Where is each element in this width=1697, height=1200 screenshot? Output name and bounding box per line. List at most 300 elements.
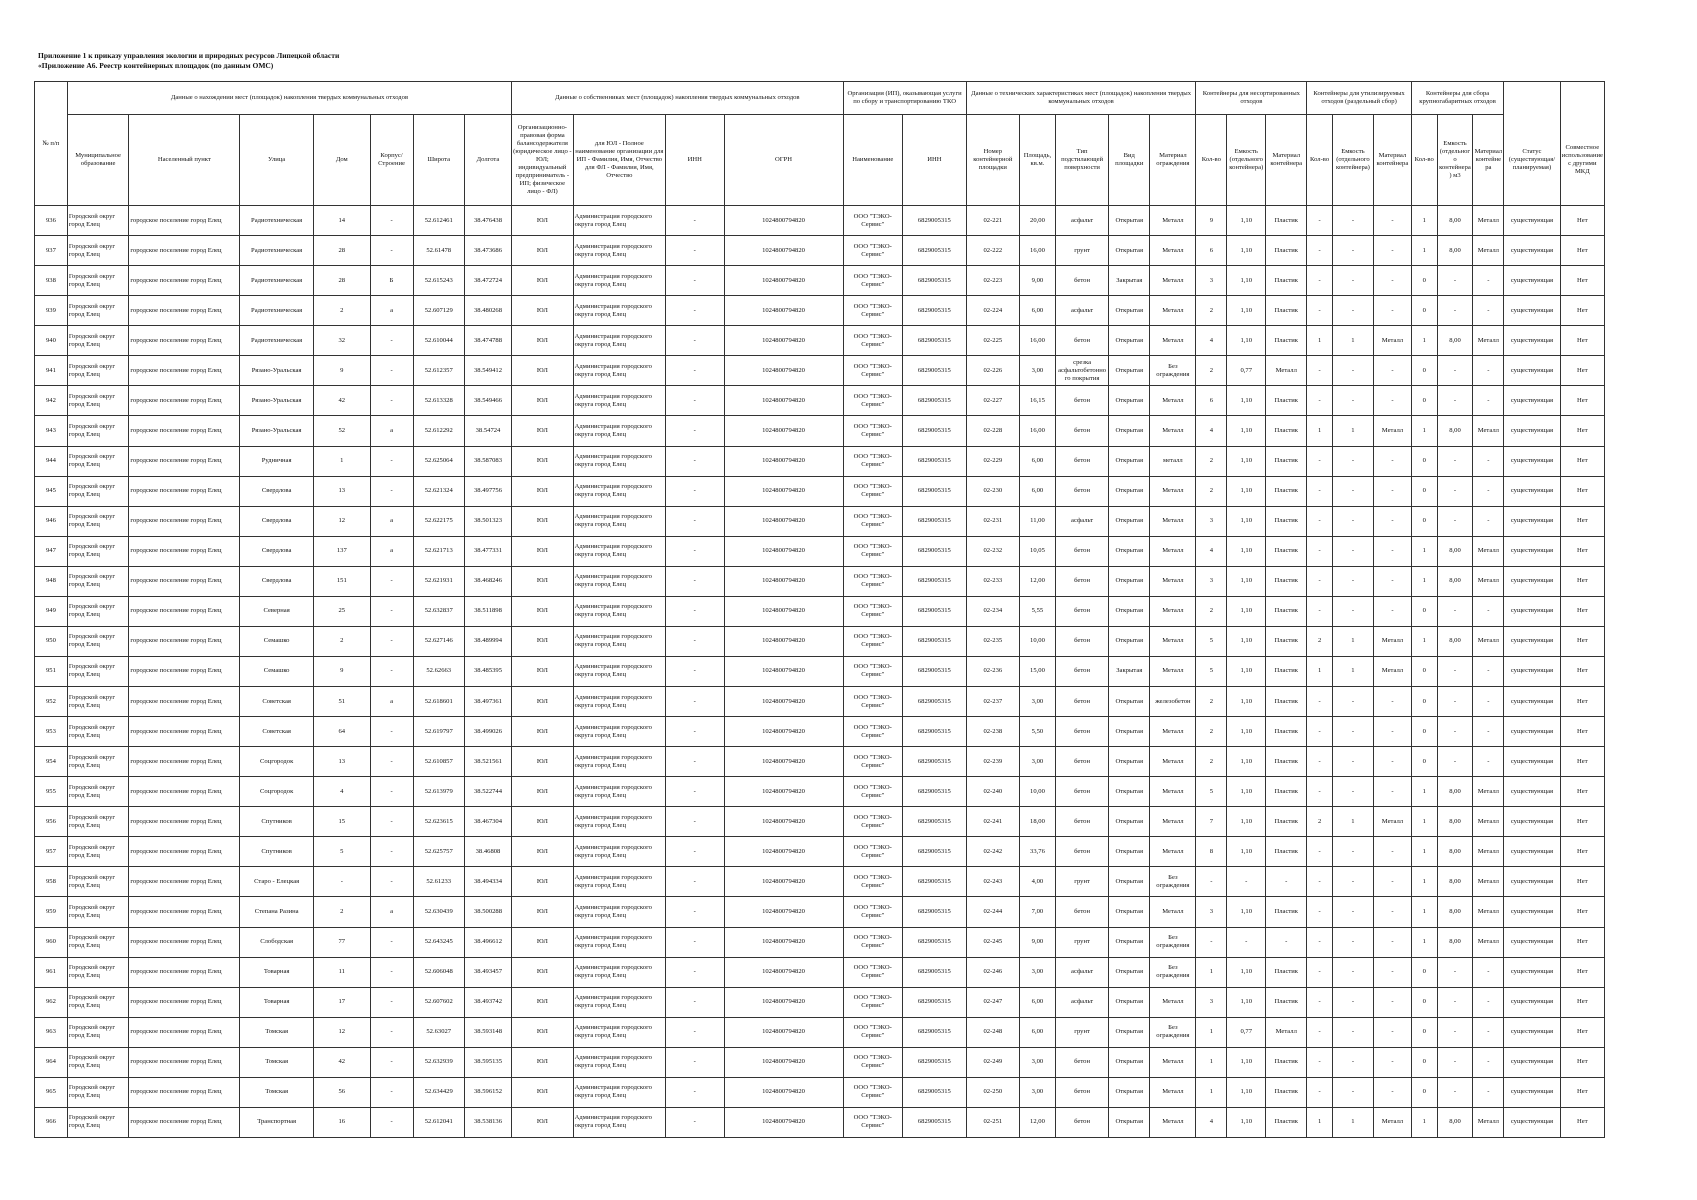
cell-bulky-volume: - (1437, 1077, 1473, 1107)
cell-operator-name: ООО "ТЭКО-Сервис" (843, 1107, 903, 1137)
cell-operator-inn: 6829005315 (903, 596, 967, 626)
cell-legal-form: ЮЛ (512, 596, 574, 626)
header-line-1: Приложение 1 к приказу управления экологии и природных ресурсов Липецкой области (38, 51, 340, 60)
cell-mixed-count: 3 (1196, 897, 1227, 927)
cell-site-type: Открытая (1109, 1107, 1150, 1137)
cell-site-number: 02-225 (966, 326, 1019, 356)
cell-separate-volume: - (1332, 867, 1373, 897)
cell-house: 151 (314, 566, 370, 596)
cell-municipality: Городской округ город Елец (67, 476, 129, 506)
cell-municipality: Городской округ город Елец (67, 807, 129, 837)
cell-surface: асфальт (1055, 206, 1108, 236)
cell-latitude: 52.62663 (413, 656, 464, 686)
cell-site-number: 02-223 (966, 266, 1019, 296)
cell-mixed-material: Пластик (1266, 446, 1307, 476)
cell-street: Слободская (240, 927, 314, 957)
cell-status: существующая (1504, 1017, 1560, 1047)
cell-legal-form: ЮЛ (512, 807, 574, 837)
cell-settlement: городское поселение город Елец (129, 596, 240, 626)
cell-bulky-material: - (1473, 356, 1504, 386)
cell-settlement: городское поселение город Елец (129, 807, 240, 837)
cell-status: существующая (1504, 206, 1560, 236)
cell-fence: Металл (1150, 326, 1196, 356)
cell-separate-volume: 1 (1332, 1107, 1373, 1137)
cell-bulky-volume: - (1437, 656, 1473, 686)
cell-latitude: 52.63027 (413, 1017, 464, 1047)
cell-status: существующая (1504, 596, 1560, 626)
cell-separate-material: - (1373, 206, 1411, 236)
cell-mixed-material: Пластик (1266, 957, 1307, 987)
cell-mixed-material: Пластик (1266, 717, 1307, 747)
cell-mixed-volume: 1,10 (1227, 296, 1266, 326)
cell-owner-inn: - (666, 1077, 724, 1107)
cell-area: 16,00 (1020, 236, 1056, 266)
cell-separate-count: - (1307, 687, 1333, 717)
cell-settlement: городское поселение город Елец (129, 777, 240, 807)
table-row (35, 566, 1605, 596)
cell-operator-inn: 6829005315 (903, 717, 967, 747)
cell-fence: железобетон (1150, 687, 1196, 717)
cell-fence: Металл (1150, 476, 1196, 506)
cell-legal-form: ЮЛ (512, 266, 574, 296)
cell-site-type: Открытая (1109, 386, 1150, 416)
cell-operator-inn: 6829005315 (903, 566, 967, 596)
cell-owner-inn: - (666, 777, 724, 807)
cell-owner-name: Администрация городского округа город Елец (573, 416, 665, 446)
cell-separate-count: - (1307, 206, 1333, 236)
cell-municipality: Городской округ город Елец (67, 356, 129, 386)
cell-area: 20,00 (1020, 206, 1056, 236)
cell-street: Спутников (240, 837, 314, 867)
cell-street: Радиотехническая (240, 296, 314, 326)
cell-site-type: Открытая (1109, 416, 1150, 446)
cell-mixed-material: Пластик (1266, 416, 1307, 446)
cell-site-number: 02-221 (966, 206, 1019, 236)
cell-shared-use: Нет (1560, 236, 1604, 266)
col-separate-count: Кол-во (1307, 115, 1333, 206)
cell-mixed-material: Пластик (1266, 1047, 1307, 1077)
cell-row-number: 938 (35, 266, 68, 296)
cell-separate-volume: - (1332, 1047, 1373, 1077)
cell-separate-material: - (1373, 356, 1411, 386)
cell-mixed-volume: 1,10 (1227, 386, 1266, 416)
cell-owner-inn: - (666, 987, 724, 1017)
cell-ogrn: 1024800794820 (724, 1047, 843, 1077)
col-ogrn: ОГРН (724, 115, 843, 206)
cell-row-number: 962 (35, 987, 68, 1017)
cell-fence: Металл (1150, 717, 1196, 747)
cell-legal-form: ЮЛ (512, 717, 574, 747)
cell-operator-name: ООО "ТЭКО-Сервис" (843, 1017, 903, 1047)
cell-settlement: городское поселение город Елец (129, 386, 240, 416)
cell-separate-count: - (1307, 1017, 1333, 1047)
cell-operator-name: ООО "ТЭКО-Сервис" (843, 386, 903, 416)
cell-owner-name: Администрация городского округа город Елец (573, 566, 665, 596)
cell-street: Советская (240, 687, 314, 717)
cell-bulky-material: - (1473, 747, 1504, 777)
cell-house: 17 (314, 987, 370, 1017)
cell-fence: Металл (1150, 296, 1196, 326)
cell-owner-inn: - (666, 626, 724, 656)
cell-site-number: 02-227 (966, 386, 1019, 416)
cell-latitude: 52.606048 (413, 957, 464, 987)
cell-owner-name: Администрация городского округа город Елец (573, 927, 665, 957)
cell-bulky-material: Металл (1473, 536, 1504, 566)
cell-latitude: 52.622175 (413, 506, 464, 536)
cell-latitude: 52.618601 (413, 687, 464, 717)
cell-surface: грунт (1055, 1017, 1108, 1047)
cell-surface: грунт (1055, 867, 1108, 897)
col-bulky-material: Материал контейнера (1473, 115, 1504, 206)
col-area: Площадь, кв.м. (1020, 115, 1056, 206)
cell-bulky-material: Металл (1473, 626, 1504, 656)
cell-owner-inn: - (666, 717, 724, 747)
cell-owner-name: Администрация городского округа город Елец (573, 777, 665, 807)
group-bulky-containers: Контейнеры для сбора крупногабаритных отходов (1411, 82, 1503, 115)
cell-house: 52 (314, 416, 370, 446)
cell-fence: Металл (1150, 506, 1196, 536)
col-municipality: Муниципальное образование (67, 115, 129, 206)
cell-surface: бетон (1055, 536, 1108, 566)
cell-bulky-volume: - (1437, 266, 1473, 296)
cell-separate-material: - (1373, 777, 1411, 807)
cell-surface: бетон (1055, 777, 1108, 807)
cell-mixed-count: 3 (1196, 506, 1227, 536)
cell-building: а (370, 897, 413, 927)
cell-fence: Металл (1150, 626, 1196, 656)
cell-separate-volume: - (1332, 927, 1373, 957)
cell-street: Свердлова (240, 476, 314, 506)
cell-longitude: 38.538136 (464, 1107, 511, 1137)
cell-bulky-volume: - (1437, 687, 1473, 717)
cell-ogrn: 1024800794820 (724, 566, 843, 596)
cell-bulky-volume: 8,00 (1437, 807, 1473, 837)
cell-latitude: 52.621931 (413, 566, 464, 596)
cell-settlement: городское поселение город Елец (129, 626, 240, 656)
cell-owner-name: Администрация городского округа город Елец (573, 296, 665, 326)
cell-separate-material: - (1373, 687, 1411, 717)
cell-mixed-material: Пластик (1266, 656, 1307, 686)
cell-operator-inn: 6829005315 (903, 326, 967, 356)
cell-bulky-volume: 8,00 (1437, 206, 1473, 236)
cell-shared-use: Нет (1560, 987, 1604, 1017)
cell-municipality: Городской округ город Елец (67, 326, 129, 356)
cell-operator-name: ООО "ТЭКО-Сервис" (843, 687, 903, 717)
cell-mixed-volume: 1,10 (1227, 747, 1266, 777)
cell-mixed-volume: 1,10 (1227, 687, 1266, 717)
cell-operator-inn: 6829005315 (903, 687, 967, 717)
cell-mixed-material: Металл (1266, 356, 1307, 386)
cell-bulky-material: Металл (1473, 416, 1504, 446)
cell-fence: Металл (1150, 206, 1196, 236)
cell-municipality: Городской округ город Елец (67, 1047, 129, 1077)
cell-operator-inn: 6829005315 (903, 656, 967, 686)
cell-street: Свердлова (240, 506, 314, 536)
cell-shared-use: Нет (1560, 717, 1604, 747)
cell-separate-material: - (1373, 386, 1411, 416)
cell-latitude: 52.612041 (413, 1107, 464, 1137)
cell-separate-count: - (1307, 957, 1333, 987)
cell-house: 77 (314, 927, 370, 957)
cell-surface: асфальт (1055, 506, 1108, 536)
cell-municipality: Городской округ город Елец (67, 1017, 129, 1047)
cell-house: 5 (314, 837, 370, 867)
cell-municipality: Городской округ город Елец (67, 236, 129, 266)
cell-separate-count: - (1307, 987, 1333, 1017)
cell-fence: Металл (1150, 747, 1196, 777)
cell-house: 25 (314, 596, 370, 626)
cell-operator-inn: 6829005315 (903, 1107, 967, 1137)
cell-owner-inn: - (666, 506, 724, 536)
cell-mixed-material: Пластик (1266, 266, 1307, 296)
cell-row-number: 963 (35, 1017, 68, 1047)
table-row (35, 867, 1605, 897)
table-row (35, 296, 1605, 326)
cell-site-number: 02-250 (966, 1077, 1019, 1107)
cell-legal-form: ЮЛ (512, 747, 574, 777)
cell-house: 14 (314, 206, 370, 236)
cell-longitude: 38.477331 (464, 536, 511, 566)
cell-ogrn: 1024800794820 (724, 296, 843, 326)
cell-row-number: 939 (35, 296, 68, 326)
cell-municipality: Городской округ город Елец (67, 687, 129, 717)
cell-owner-inn: - (666, 206, 724, 236)
cell-longitude: 38.46808 (464, 837, 511, 867)
cell-area: 6,00 (1020, 296, 1056, 326)
cell-latitude: 52.613979 (413, 777, 464, 807)
cell-owner-name: Администрация городского округа город Елец (573, 656, 665, 686)
cell-bulky-count: 1 (1411, 326, 1437, 356)
cell-bulky-material: - (1473, 717, 1504, 747)
cell-mixed-volume: 0,77 (1227, 356, 1266, 386)
cell-owner-inn: - (666, 1017, 724, 1047)
cell-operator-name: ООО "ТЭКО-Сервис" (843, 1047, 903, 1077)
cell-mixed-material: Пластик (1266, 837, 1307, 867)
cell-building: а (370, 296, 413, 326)
cell-house: 2 (314, 897, 370, 927)
cell-mixed-count: 7 (1196, 807, 1227, 837)
cell-row-number: 965 (35, 1077, 68, 1107)
cell-longitude: 38.522744 (464, 777, 511, 807)
cell-mixed-count: 1 (1196, 1047, 1227, 1077)
cell-owner-name: Администрация городского округа город Елец (573, 326, 665, 356)
cell-surface: грунт (1055, 236, 1108, 266)
cell-row-number: 960 (35, 927, 68, 957)
cell-separate-count: - (1307, 717, 1333, 747)
cell-site-number: 02-232 (966, 536, 1019, 566)
cell-separate-material: Металл (1373, 807, 1411, 837)
cell-separate-count: - (1307, 236, 1333, 266)
cell-settlement: городское поселение город Елец (129, 927, 240, 957)
cell-fence: Металл (1150, 987, 1196, 1017)
cell-operator-name: ООО "ТЭКО-Сервис" (843, 566, 903, 596)
cell-mixed-volume: 1,10 (1227, 717, 1266, 747)
cell-mixed-volume: 1,10 (1227, 1047, 1266, 1077)
cell-ogrn: 1024800794820 (724, 266, 843, 296)
cell-owner-inn: - (666, 446, 724, 476)
cell-operator-inn: 6829005315 (903, 446, 967, 476)
cell-mixed-material: Пластик (1266, 596, 1307, 626)
cell-status: существующая (1504, 987, 1560, 1017)
cell-fence: Металл (1150, 386, 1196, 416)
cell-owner-inn: - (666, 416, 724, 446)
cell-bulky-material: Металл (1473, 867, 1504, 897)
cell-mixed-volume: 1,10 (1227, 987, 1266, 1017)
cell-fence: Металл (1150, 236, 1196, 266)
cell-settlement: городское поселение город Елец (129, 416, 240, 446)
cell-site-number: 02-244 (966, 897, 1019, 927)
cell-ogrn: 1024800794820 (724, 446, 843, 476)
cell-owner-name: Администрация городского округа город Елец (573, 987, 665, 1017)
cell-separate-material: - (1373, 476, 1411, 506)
cell-mixed-count: 2 (1196, 446, 1227, 476)
cell-site-type: Открытая (1109, 897, 1150, 927)
cell-settlement: городское поселение город Елец (129, 296, 240, 326)
cell-owner-inn: - (666, 296, 724, 326)
cell-ogrn: 1024800794820 (724, 536, 843, 566)
cell-street: Транспортная (240, 1107, 314, 1137)
cell-site-number: 02-248 (966, 1017, 1019, 1047)
cell-ogrn: 1024800794820 (724, 957, 843, 987)
cell-surface: асфальт (1055, 296, 1108, 326)
cell-mixed-count: 4 (1196, 536, 1227, 566)
cell-site-number: 02-247 (966, 987, 1019, 1017)
cell-status: существующая (1504, 236, 1560, 266)
cell-house: 13 (314, 747, 370, 777)
cell-bulky-volume: - (1437, 596, 1473, 626)
cell-owner-name: Администрация городского округа город Елец (573, 867, 665, 897)
cell-separate-volume: - (1332, 987, 1373, 1017)
cell-site-number: 02-229 (966, 446, 1019, 476)
cell-legal-form: ЮЛ (512, 897, 574, 927)
col-bulky-count: Кол-во (1411, 115, 1437, 206)
cell-latitude: 52.623615 (413, 807, 464, 837)
cell-street: Товарная (240, 957, 314, 987)
cell-operator-name: ООО "ТЭКО-Сервис" (843, 476, 903, 506)
cell-separate-volume: - (1332, 777, 1373, 807)
cell-building: - (370, 987, 413, 1017)
cell-area: 6,00 (1020, 1017, 1056, 1047)
cell-operator-name: ООО "ТЭКО-Сервис" (843, 747, 903, 777)
cell-surface: бетон (1055, 1047, 1108, 1077)
cell-site-type: Открытая (1109, 296, 1150, 326)
cell-row-number: 953 (35, 717, 68, 747)
cell-settlement: городское поселение город Елец (129, 446, 240, 476)
cell-owner-inn: - (666, 867, 724, 897)
cell-settlement: городское поселение город Елец (129, 1077, 240, 1107)
cell-shared-use: Нет (1560, 626, 1604, 656)
cell-municipality: Городской округ город Елец (67, 446, 129, 476)
cell-bulky-volume: 8,00 (1437, 326, 1473, 356)
cell-municipality: Городской округ город Елец (67, 566, 129, 596)
cell-operator-name: ООО "ТЭКО-Сервис" (843, 987, 903, 1017)
cell-fence: Металл (1150, 837, 1196, 867)
cell-area: 16,00 (1020, 326, 1056, 356)
cell-settlement: городское поселение город Елец (129, 566, 240, 596)
cell-area: 9,00 (1020, 927, 1056, 957)
cell-street: Радиотехническая (240, 266, 314, 296)
table-row (35, 416, 1605, 446)
cell-mixed-count: 2 (1196, 747, 1227, 777)
cell-site-type: Закрытая (1109, 656, 1150, 686)
table-row (35, 476, 1605, 506)
cell-mixed-material: Пластик (1266, 777, 1307, 807)
cell-operator-name: ООО "ТЭКО-Сервис" (843, 777, 903, 807)
cell-status: существующая (1504, 356, 1560, 386)
cell-settlement: городское поселение город Елец (129, 1107, 240, 1137)
cell-mixed-count: 9 (1196, 206, 1227, 236)
cell-bulky-volume: - (1437, 476, 1473, 506)
cell-separate-material: Металл (1373, 416, 1411, 446)
cell-bulky-volume: - (1437, 747, 1473, 777)
cell-fence: Без ограждения (1150, 957, 1196, 987)
table-row (35, 446, 1605, 476)
cell-legal-form: ЮЛ (512, 837, 574, 867)
shared-header-top (1560, 82, 1604, 115)
cell-latitude: 52.607602 (413, 987, 464, 1017)
cell-house: 9 (314, 356, 370, 386)
cell-building: - (370, 837, 413, 867)
cell-mixed-volume: 1,10 (1227, 807, 1266, 837)
cell-latitude: 52.619797 (413, 717, 464, 747)
cell-operator-name: ООО "ТЭКО-Сервис" (843, 927, 903, 957)
cell-house: 1 (314, 446, 370, 476)
cell-status: существующая (1504, 446, 1560, 476)
cell-status: существующая (1504, 266, 1560, 296)
cell-operator-inn: 6829005315 (903, 897, 967, 927)
cell-site-number: 02-246 (966, 957, 1019, 987)
cell-site-number: 02-235 (966, 626, 1019, 656)
cell-legal-form: ЮЛ (512, 386, 574, 416)
col-mixed-material: Материал контейнера (1266, 115, 1307, 206)
cell-area: 3,00 (1020, 1077, 1056, 1107)
cell-operator-inn: 6829005315 (903, 1077, 967, 1107)
cell-separate-count: 1 (1307, 656, 1333, 686)
cell-owner-inn: - (666, 536, 724, 566)
cell-building: - (370, 1017, 413, 1047)
cell-separate-material: - (1373, 236, 1411, 266)
col-site-type: Вид площадки (1109, 115, 1150, 206)
cell-ogrn: 1024800794820 (724, 717, 843, 747)
cell-bulky-volume: - (1437, 356, 1473, 386)
cell-bulky-volume: 8,00 (1437, 897, 1473, 927)
cell-house: 2 (314, 626, 370, 656)
cell-operator-inn: 6829005315 (903, 416, 967, 446)
cell-owner-inn: - (666, 927, 724, 957)
cell-longitude: 38.499026 (464, 717, 511, 747)
cell-ogrn: 1024800794820 (724, 476, 843, 506)
cell-surface: бетон (1055, 596, 1108, 626)
cell-row-number: 959 (35, 897, 68, 927)
cell-row-number: 954 (35, 747, 68, 777)
cell-settlement: городское поселение город Елец (129, 837, 240, 867)
cell-settlement: городское поселение город Елец (129, 206, 240, 236)
table-row (35, 536, 1605, 566)
cell-latitude: 52.630439 (413, 897, 464, 927)
cell-bulky-material: Металл (1473, 566, 1504, 596)
cell-status: существующая (1504, 326, 1560, 356)
cell-bulky-volume: - (1437, 296, 1473, 326)
cell-separate-material: Металл (1373, 1107, 1411, 1137)
cell-separate-volume: - (1332, 506, 1373, 536)
cell-mixed-material: Пластик (1266, 326, 1307, 356)
cell-settlement: городское поселение город Елец (129, 687, 240, 717)
cell-site-type: Открытая (1109, 987, 1150, 1017)
table-row (35, 987, 1605, 1017)
cell-street: Старо - Елецкая (240, 867, 314, 897)
cell-bulky-count: 1 (1411, 236, 1437, 266)
cell-owner-inn: - (666, 566, 724, 596)
